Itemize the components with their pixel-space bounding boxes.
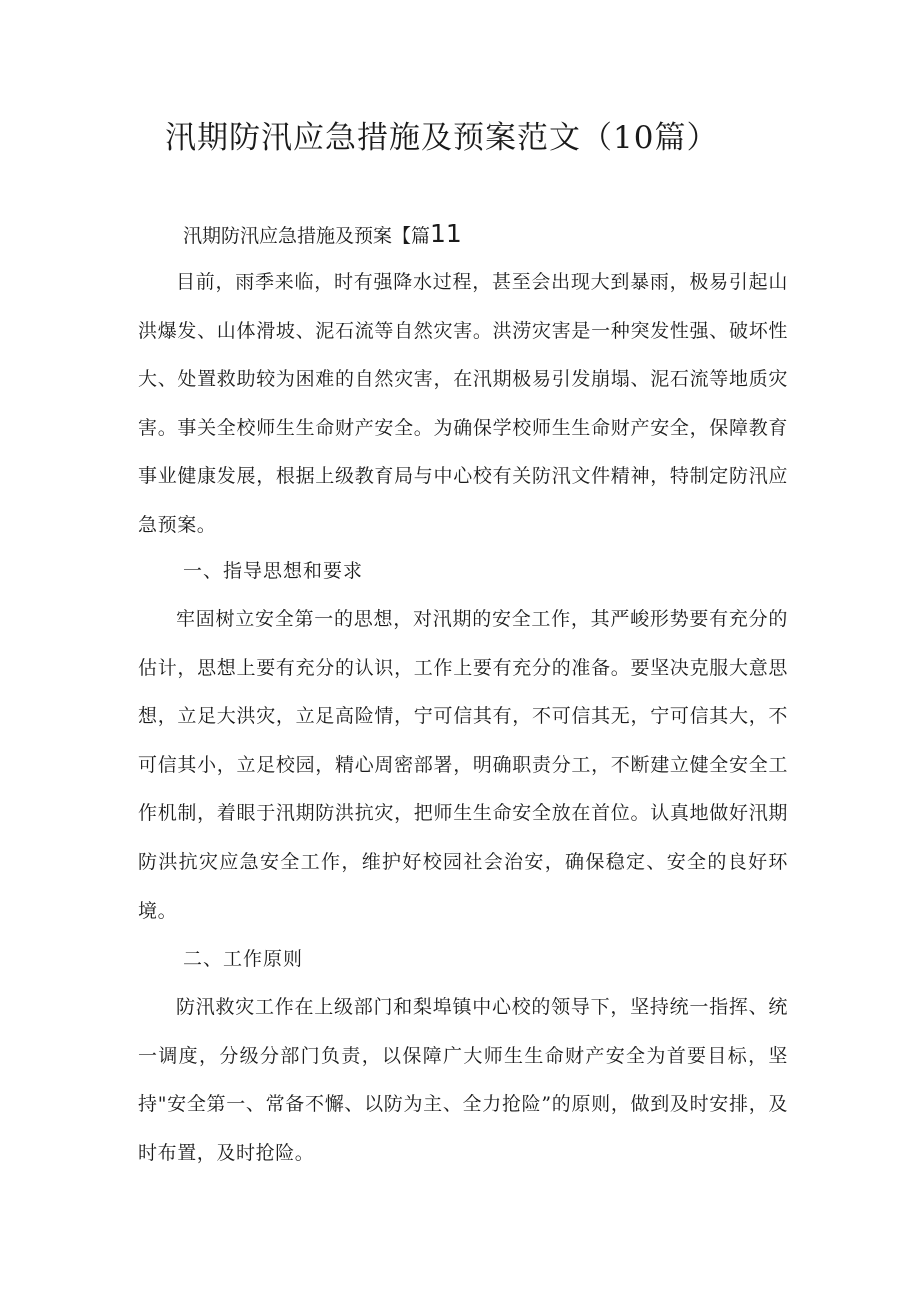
intro-paragraph: 目前，雨季来临，时有强降水过程，甚至会出现大到暴雨，极易引起山洪爆发、山体滑坡、泥石流等自然灾害。洪涝灾害是一种突发性强、破坏性大、处置救助较为困难的自然灾害，在汛期极易引发崩塌、泥石流等地质灾害。事关全校师生生命财产安全。为确保学校师生生命财产安全，保障教育事业健康发展，根据上级教育局与中心校有关防汛文件精神，特制定防汛应急预案。 <box>138 271 788 536</box>
subheading-work-principles: 二、工作原则 <box>183 948 304 970</box>
section-heading <box>183 218 462 252</box>
subheading-guiding-principles: 一、指导思想和要求 <box>183 560 364 582</box>
section-heading-text: 汛期防汛应急措施及预案【篇 <box>183 225 431 247</box>
work-principles-paragraph: 防汛救灾工作在上级部门和梨埠镇中心校的领导下，坚持统一指挥、统一调度，分级分部门负责，以保障广大师生生命财产安全为首要目标，坚持"安全第一、常备不懈、以防为主、全力抢险”的原则，做到及时安排，及时布置，及时抢险。 <box>138 996 788 1164</box>
section-heading-number: 11 <box>430 219 462 248</box>
document-title: 汛期防汛应急措施及预案范文（10篇） <box>165 120 719 156</box>
guiding-principles-paragraph: 牢固树立安全第一的思想，对汛期的安全工作，其严峻形势要有充分的估计，思想上要有充分的认识，工作上要有充分的准备。要坚决克服大意思想，立足大洪灾，立足高险情，宁可信其有，不可信其无，宁可信其大，不可信其小，立足校园，精心周密部署，明确职责分工，不断建立健全安全工作机制，着眼于汛期防洪抗灾，把师生生命安全放在首位。认真地做好汛期防洪抗灾应急安全工作，维护好校园社会治安，确保稳定、安全的良好环境。 <box>138 608 788 922</box>
